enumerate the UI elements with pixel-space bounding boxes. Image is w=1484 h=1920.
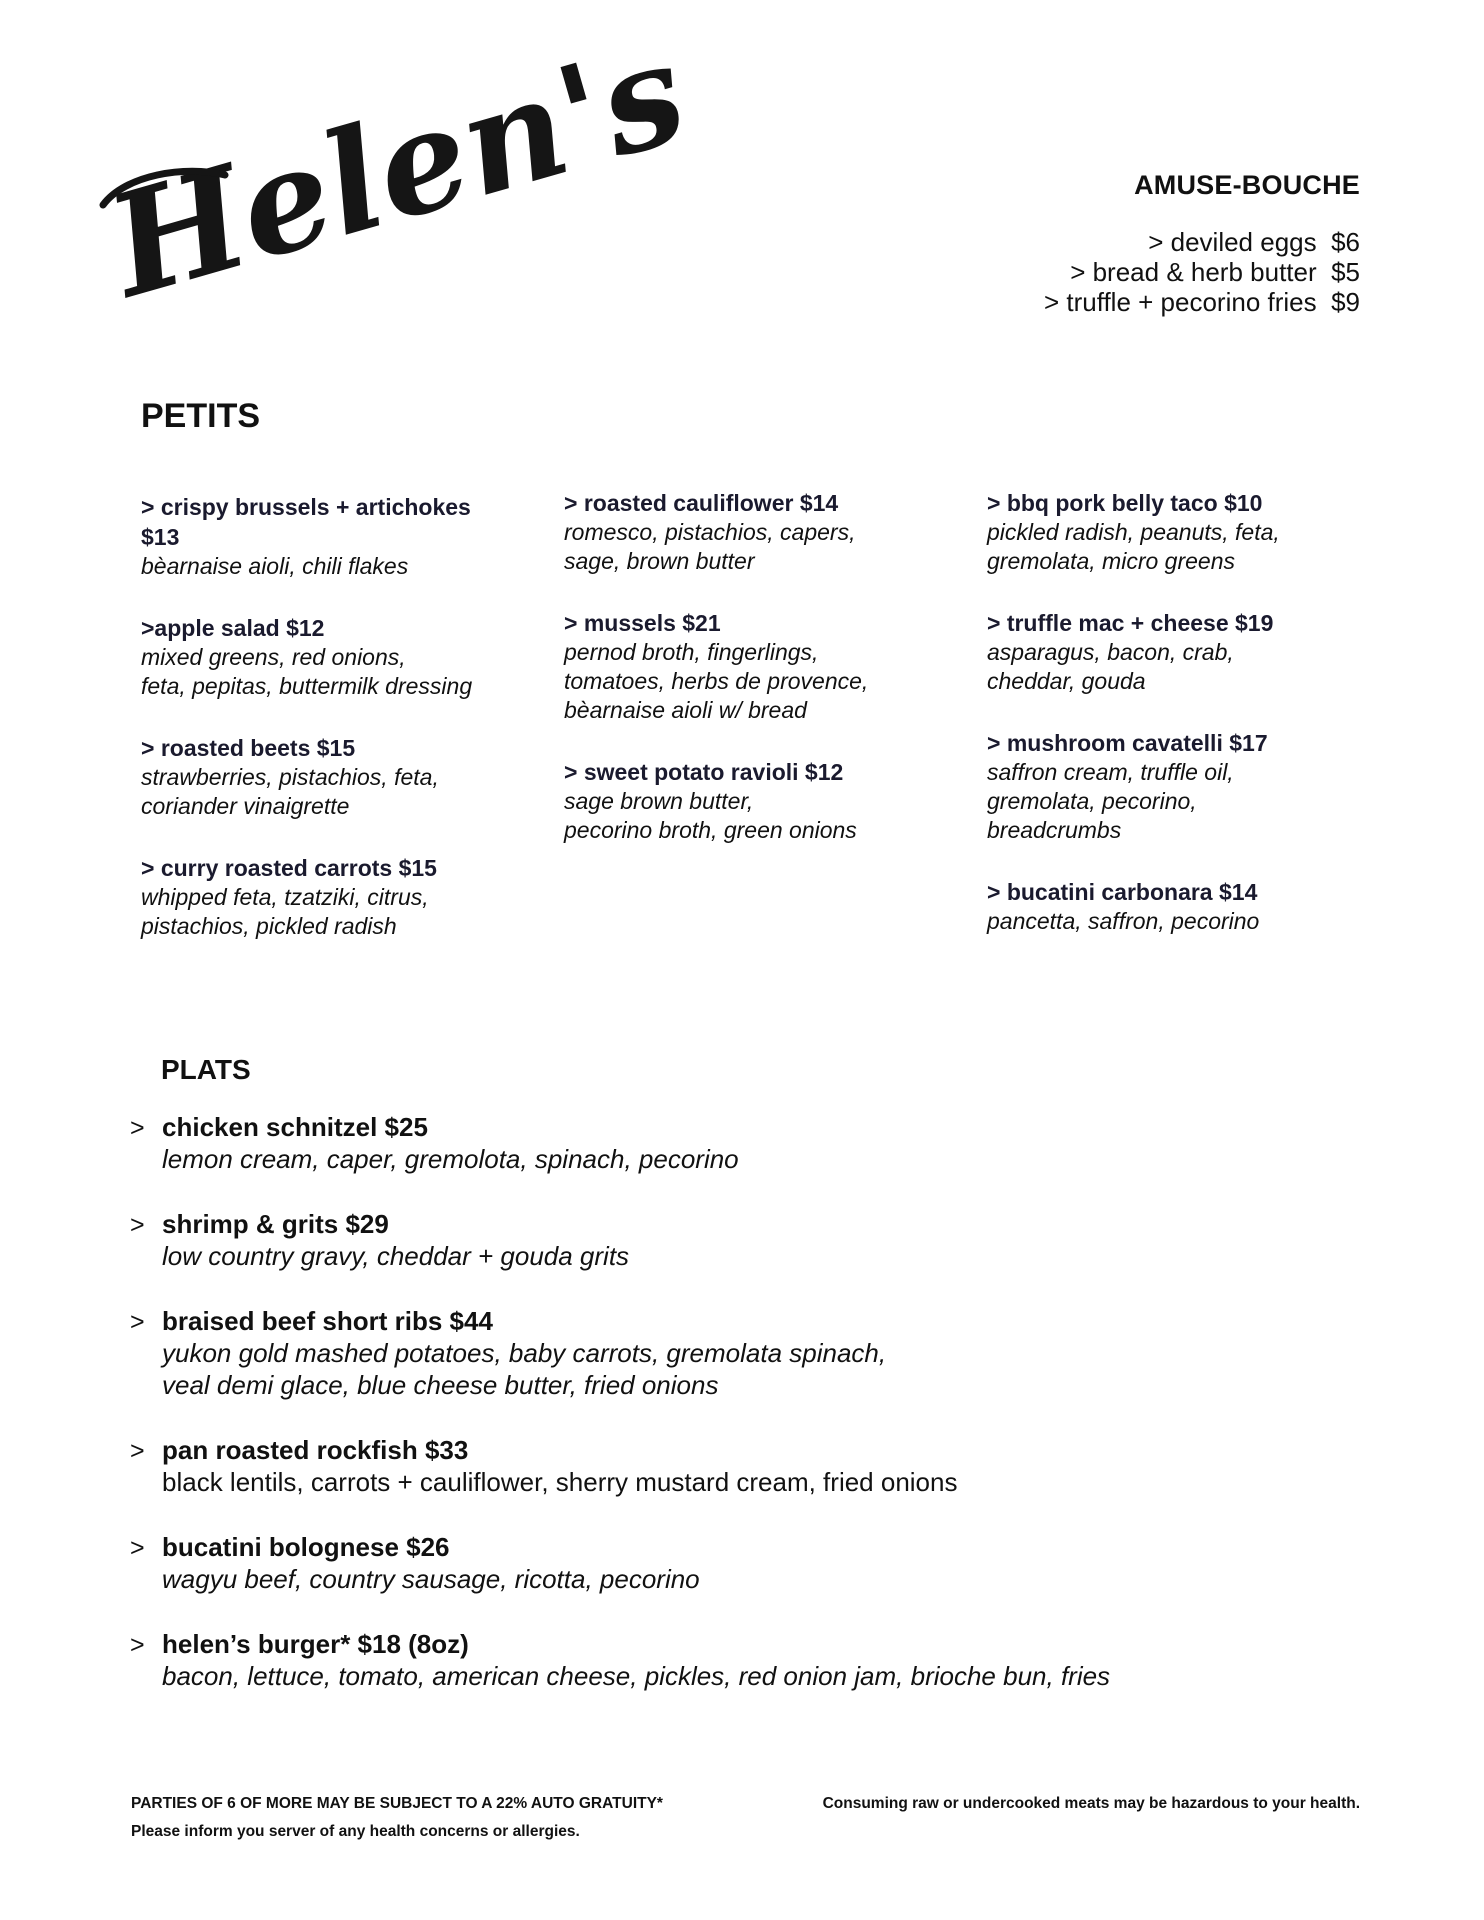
menu-item-name: > truffle mac + cheese $19 <box>987 610 1274 636</box>
petits-column-1 <box>141 488 511 973</box>
menu-item-name: > bucatini carbonara $14 <box>987 879 1258 905</box>
plat-desc: wagyu beef, country sausage, ricotta, pecorino <box>162 1564 700 1594</box>
menu-item-name: > bbq pork belly taco $10 <box>987 490 1263 516</box>
menu-item <box>987 488 1347 576</box>
menu-item-name: > roasted beets $15 <box>141 735 356 761</box>
menu-item <box>987 728 1347 845</box>
allergy-notice: Please inform you server of any health concerns or allergies. <box>131 1823 580 1840</box>
menu-item <box>564 608 944 725</box>
health-warning: Consuming raw or undercooked meats may be hazardous to your health. <box>822 1795 1360 1812</box>
menu-item <box>564 757 944 845</box>
menu-item-desc: romesco, pistachios, capers, sage, brown butter <box>564 519 856 574</box>
plat-desc: bacon, lettuce, tomato, american cheese, pickles, red onion jam, brioche bun, fries <box>162 1661 1111 1691</box>
amuse-item: > deviled eggs $6 <box>1148 227 1360 257</box>
plats-title: PLATS <box>161 1054 251 1085</box>
menu-item-desc: sage brown butter, pecorino broth, green onions <box>564 788 857 843</box>
plat-name: braised beef short ribs $44 <box>162 1306 493 1336</box>
plat-item <box>130 1112 1330 1175</box>
menu-item <box>141 853 511 941</box>
menu-item-desc: pancetta, saffron, pecorino <box>987 908 1260 934</box>
menu-item-desc: asparagus, bacon, crab, cheddar, gouda <box>987 639 1234 694</box>
plats-list <box>130 1112 1330 1726</box>
plat-item <box>130 1209 1330 1272</box>
menu-item <box>141 613 511 701</box>
menu-item-desc: whipped feta, tzatziki, citrus, pistachios, pickled radish <box>141 884 429 939</box>
petits-title: PETITS <box>141 397 261 435</box>
menu-item-name: >apple salad $12 <box>141 615 325 641</box>
plat-item <box>130 1532 1330 1595</box>
menu-item-desc: bèarnaise aioli, chili flakes <box>141 553 409 579</box>
menu-item-name: > crispy brussels + artichokes $13 <box>141 494 471 550</box>
plat-name: pan roasted rockfish $33 <box>162 1435 469 1465</box>
plat-item <box>130 1629 1330 1692</box>
helens-logo <box>92 10 703 330</box>
menu-item-name: > roasted cauliflower $14 <box>564 490 839 516</box>
item-marker: > <box>130 1631 145 1659</box>
menu-item-name: > mushroom cavatelli $17 <box>987 730 1268 756</box>
plat-name: helen’s burger* $18 (8oz) <box>162 1629 469 1659</box>
menu-item-desc: pickled radish, peanuts, feta, gremolata, micro greens <box>987 519 1280 574</box>
item-marker: > <box>130 1437 145 1465</box>
plat-desc: low country gravy, cheddar + gouda grits <box>162 1241 630 1271</box>
petits-column-3 <box>987 488 1347 968</box>
plat-desc: black lentils, carrots + cauliflower, sherry mustard cream, fried onions <box>162 1467 958 1497</box>
menu-item-name: > mussels $21 <box>564 610 721 636</box>
plat-desc: lemon cream, caper, gremolota, spinach, pecorino <box>162 1144 739 1174</box>
menu-item <box>987 877 1347 936</box>
menu-item-desc: pernod broth, fingerlings, tomatoes, herbs de provence, bèarnaise aioli w/ bread <box>564 639 869 723</box>
menu-item <box>141 492 511 581</box>
logo-wordmark: Helen's <box>92 10 703 330</box>
item-marker: > <box>130 1211 145 1239</box>
gratuity-notice: PARTIES OF 6 OF MORE MAY BE SUBJECT TO A 22% AUTO GRATUITY* <box>131 1795 663 1812</box>
plat-name: bucatini bolognese $26 <box>162 1532 450 1562</box>
menu-item <box>564 488 944 576</box>
amuse-bouche-title: AMUSE-BOUCHE <box>1134 170 1360 200</box>
menu-item-name: > sweet potato ravioli $12 <box>564 759 844 785</box>
amuse-bouche-section <box>1044 170 1360 317</box>
item-marker: > <box>130 1114 145 1142</box>
menu-item <box>987 608 1347 696</box>
plat-name: shrimp & grits $29 <box>162 1209 389 1239</box>
petits-column-2 <box>564 488 944 877</box>
plat-desc: yukon gold mashed potatoes, baby carrots, gremolata spinach, veal demi glace, blue cheese butter, fried onions <box>162 1338 887 1400</box>
plat-item <box>130 1306 1330 1401</box>
plat-item <box>130 1435 1330 1498</box>
item-marker: > <box>130 1534 145 1562</box>
plat-name: chicken schnitzel $25 <box>162 1112 428 1142</box>
menu-item <box>141 733 511 821</box>
amuse-item: > truffle + pecorino fries $9 <box>1043 287 1360 317</box>
menu-item-desc: saffron cream, truffle oil, gremolata, pecorino, breadcrumbs <box>987 759 1234 843</box>
menu-item-desc: strawberries, pistachios, feta, coriander vinaigrette <box>141 764 439 819</box>
menu-item-desc: mixed greens, red onions, feta, pepitas, buttermilk dressing <box>141 644 473 699</box>
menu-item-name: > curry roasted carrots $15 <box>141 855 437 881</box>
amuse-item: > bread & herb butter $5 <box>1070 257 1360 287</box>
item-marker: > <box>130 1308 145 1336</box>
